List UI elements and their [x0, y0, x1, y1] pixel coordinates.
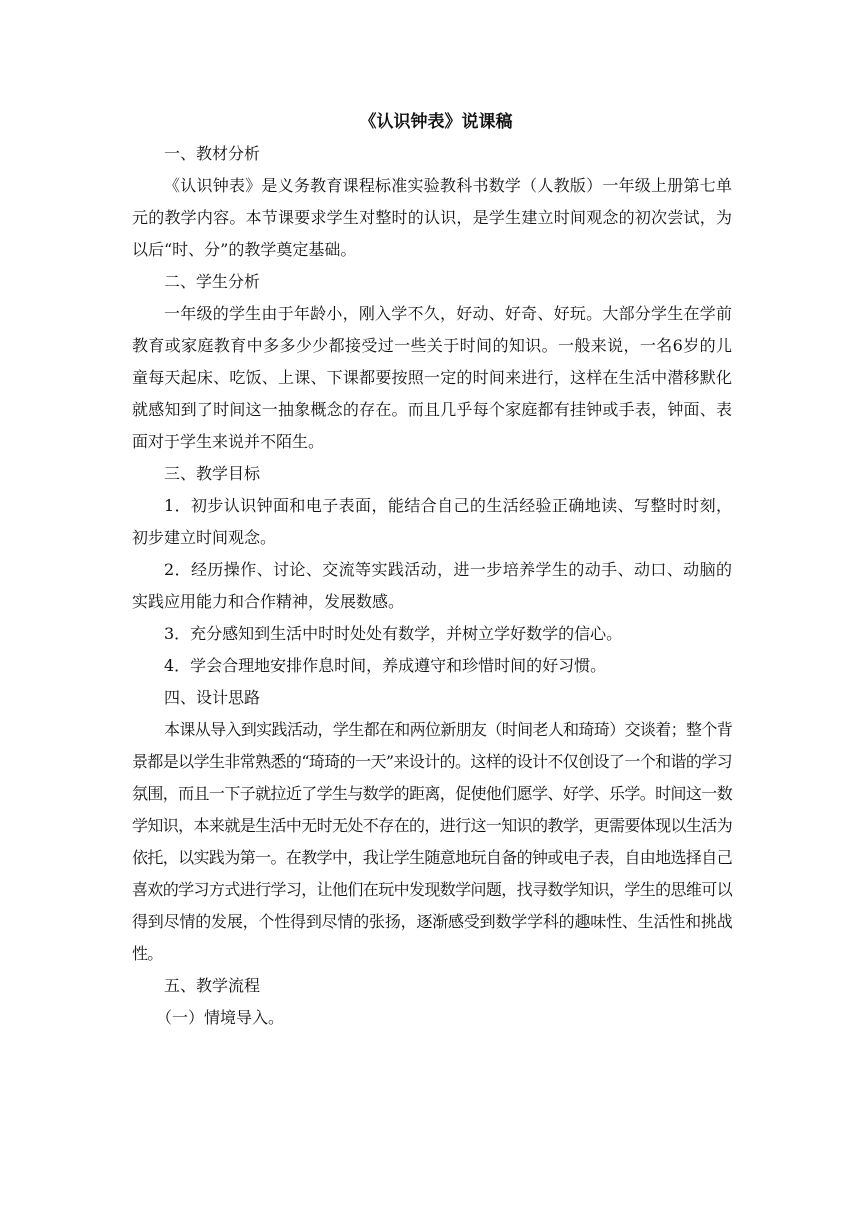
section-heading-student-analysis: 二、学生分析	[164, 272, 261, 291]
goal-item: 3．充分感知到生活中时时处处有数学，并树立学好数学的信心。	[164, 624, 623, 643]
document-title: 《认识钟表》说课稿	[359, 112, 513, 132]
paragraph-textbook-analysis: 《认识钟表》是义务教育课程标准实验教科书数学（人教版）一年级上册第七单元的教学内容。本节课要求学生对整时的认识，是学生建立时间观念的初次尝试，为以后“时、分”的教学奠定基础。	[132, 176, 732, 259]
paragraph-design-ideas: 本课从导入到实践活动，学生都在和两位新朋友（时间老人和琦琦）交谈着；整个背景都是以学生非常熟悉的“琦琦的一天”来设计的。这样的设计不仅创设了一个和谐的学习氛围，而且一下子就拉近了学生与数学的距离，促使他们愿学、好学、乐学。时间这一数学知识，本来就是生活中无时无处不存在的，进行这一知识的教学，更需要体现以生活为依托，以实践为第一。在教学中，我让学生随意地玩自备的钟或电子表，自由地选择自己喜欢的学习方式进行学习，让他们在玩中发现数学问题，找寻数学知识，学生的思维可以得到尽情的发展，个性得到尽情的张扬，逐渐感受到数学学科的趣味性、生活性和挑战性。	[132, 720, 732, 963]
section-heading-teaching-goals: 三、教学目标	[164, 464, 261, 483]
goal-item: 4．学会合理地安排作息时间，养成遵守和珍惜时间的好习惯。	[164, 656, 607, 675]
document-body	[132, 106, 732, 1034]
section-heading-design-ideas: 四、设计思路	[164, 688, 261, 707]
goal-item: 2．经历操作、讨论、交流等实践活动，进一步培养学生的动手、动口、动脑的实践应用能力和合作精神，发展数感。	[132, 560, 732, 611]
section-heading-teaching-process: 五、教学流程	[164, 976, 261, 995]
goal-item: 1．初步认识钟面和电子表面，能结合自己的生活经验正确地读、写整时时刻，初步建立时间观念。	[132, 496, 732, 547]
subsection-heading-situation-intro: （一）情境导入。	[156, 1008, 285, 1027]
paragraph-student-analysis: 一年级的学生由于年龄小，刚入学不久，好动、好奇、好玩。大部分学生在学前教育或家庭教育中多多少少都接受过一些关于时间的知识。一般来说，一名6岁的儿童每天起床、吃饭、上课、下课都要按照一定的时间来进行，这样在生活中潜移默化就感知到了时间这一抽象概念的存在。而且几乎每个家庭都有挂钟或手表，钟面、表面对于学生来说并不陌生。	[132, 304, 732, 451]
section-heading-textbook-analysis: 一、教材分析	[164, 144, 261, 163]
